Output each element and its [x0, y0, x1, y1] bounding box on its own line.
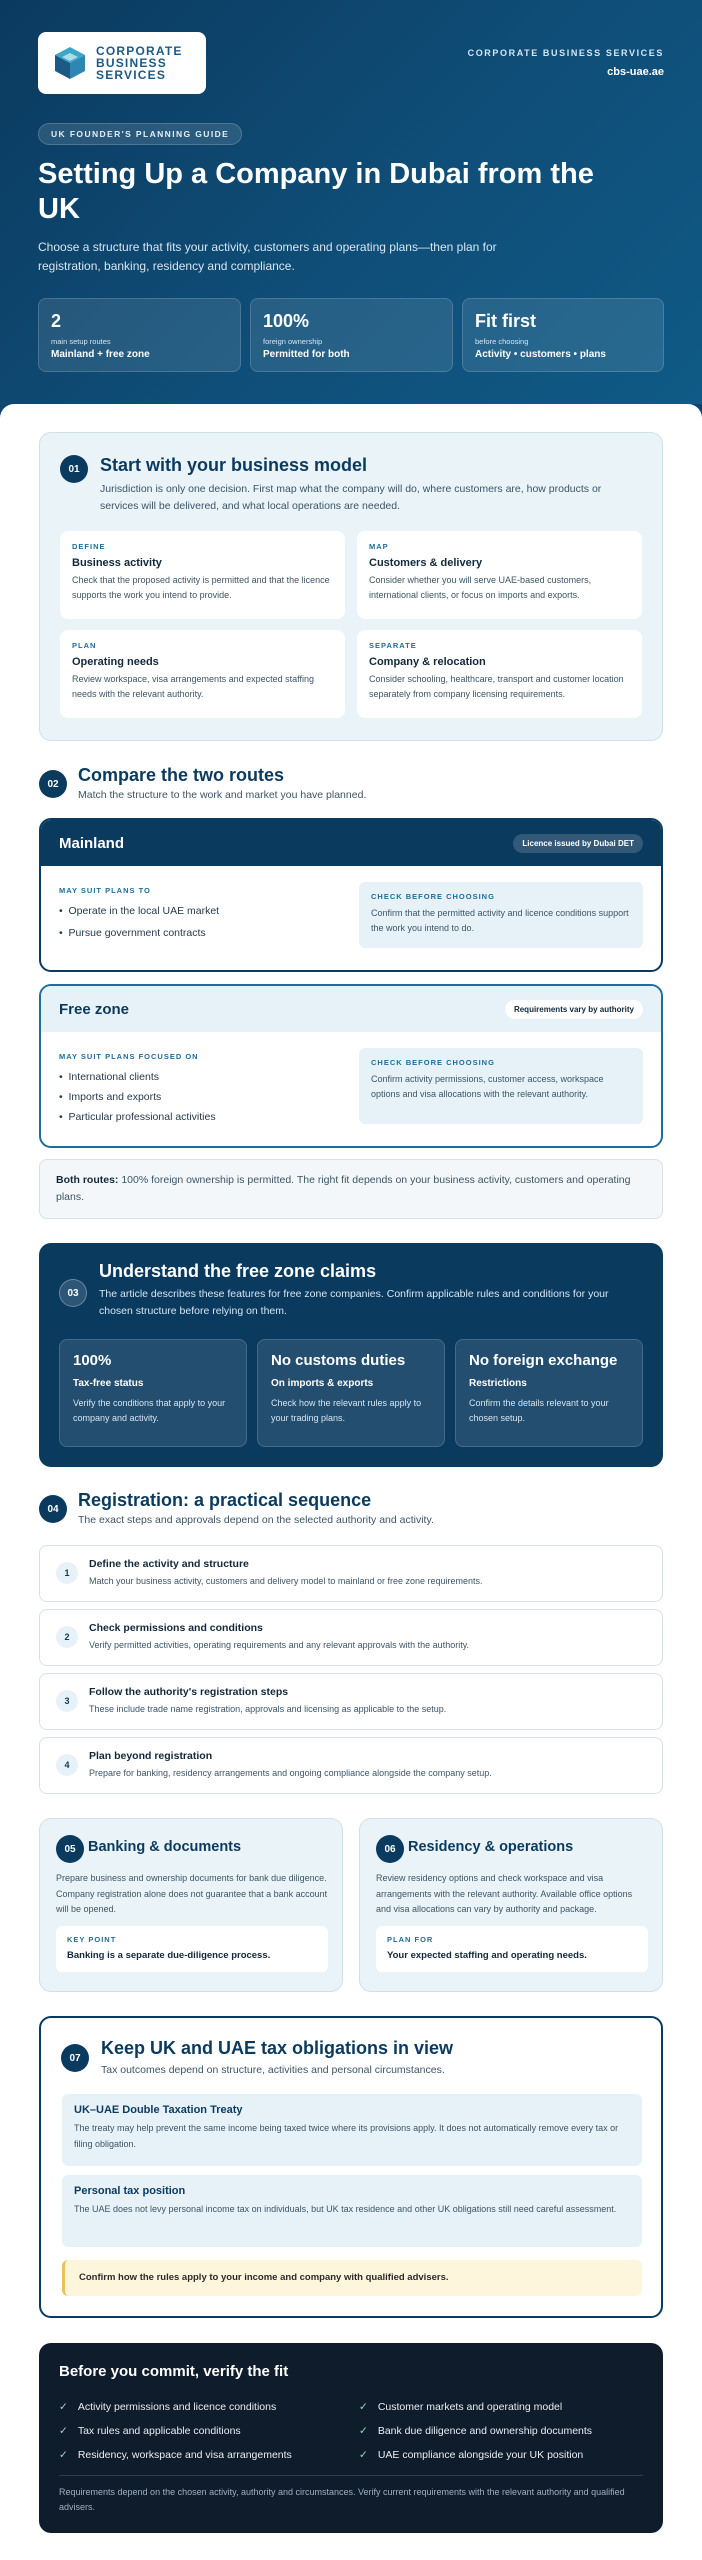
check-icon: ✓: [359, 2425, 368, 2437]
model-card: PLAN Operating needs Review workspace, visa arrangements and expected staffing needs with the relevant authority.: [60, 630, 345, 718]
section-title: Registration: a practical sequence: [78, 1490, 372, 1510]
model-card: SEPARATE Company & relocation Consider schooling, healthcare, transport and customer location separately from company licensing requirements.: [357, 630, 642, 718]
section-number: 02: [39, 770, 67, 798]
route-tag: Requirements vary by authority: [505, 1000, 643, 1019]
site-link[interactable]: cbs-uae.ae: [607, 66, 664, 78]
guide-pill: UK FOUNDER'S PLANNING GUIDE: [38, 123, 242, 145]
step-item: 2 Check permissions and conditions Verify permitted activities, operating requirements and any relevant approvals with the authority.: [39, 1609, 663, 1666]
checklist-item: ✓ Tax rules and applicable conditions: [59, 2425, 241, 2437]
key-point-box: KEY POINT Banking is a separate due-diligence process.: [56, 1926, 328, 1972]
brand-name: CORPORATE BUSINESS SERVICES: [467, 48, 664, 58]
model-card: MAP Customers & delivery Consider whether you will serve UAE-based customers, international clients, or focus on imports and exports.: [357, 531, 642, 619]
section-number: 07: [61, 2044, 89, 2072]
route-freezone: Free zone Requirements vary by authority MAY SUIT PLANS FOCUSED ON • International clients • Imports and exports • Particular professional activities CHECK BEFORE CHOOSING Confirm activity permissions, customer access, workspace options and visa allocations with the relevant authority.: [39, 984, 663, 1148]
section-tax: [39, 2016, 663, 2318]
list-item: • International clients: [59, 1071, 159, 1083]
section-title: Compare the two routes: [78, 765, 285, 785]
stat-card: 100% foreign ownership Permitted for both: [250, 298, 453, 372]
logo-text: CORPORATE BUSINESS SERVICES: [96, 44, 183, 82]
checklist-item: ✓ Bank due diligence and ownership documents: [359, 2425, 593, 2437]
list-item: • Operate in the local UAE market: [59, 905, 220, 917]
plan-for-box: PLAN FOR Your expected staffing and operating needs.: [376, 1926, 648, 1972]
step-item: 3 Follow the authority's registration steps These include trade name registration, approvals and licensing as applicable to the setup.: [39, 1673, 663, 1730]
section-number: 04: [39, 1495, 67, 1523]
divider: [59, 2475, 643, 2476]
step-item: 1 Define the activity and structure Match your business activity, customers and delivery model to mainland or free zone requirements.: [39, 1545, 663, 1602]
section-title: Keep UK and UAE tax obligations in view: [101, 2038, 454, 2058]
page-title: Setting Up a Company in Dubai from the UK: [38, 158, 594, 225]
checklist-item: ✓ UAE compliance alongside your UK position: [359, 2449, 584, 2461]
page-lead: Choose a structure that fits your activity, customers and operating plans—then plan for registration, banking, residency and compliance.: [38, 240, 497, 273]
section-title: Understand the free zone claims: [99, 1261, 377, 1281]
step-item: 4 Plan beyond registration Prepare for banking, residency arrangements and ongoing compliance alongside the company setup.: [39, 1737, 663, 1794]
checklist-title: Before you commit, verify the fit: [59, 2363, 289, 2380]
claim-card: No customs duties On imports & exports Check how the relevant rules apply to your trading plans.: [257, 1339, 445, 1447]
section-number: 03: [59, 1279, 87, 1307]
section-number: 01: [60, 455, 88, 483]
check-box: CHECK BEFORE CHOOSING Confirm that the permitted activity and licence conditions support the work you intend to do.: [359, 882, 643, 948]
check-icon: ✓: [359, 2449, 368, 2461]
check-icon: ✓: [59, 2449, 68, 2461]
checklist-item: ✓ Residency, workspace and visa arrangements: [59, 2449, 292, 2461]
section-residency: 06 Residency & operations Review residency options and check workspace and visa arrangements with the relevant authority. Available office options and visa allocations can vary by authority and package. PLAN FOR Your expected staffing and operating needs.: [359, 1818, 663, 1992]
check-icon: ✓: [59, 2401, 68, 2413]
model-card: DEFINE Business activity Check that the proposed activity is permitted and that the licence supports the work you intend to provide.: [60, 531, 345, 619]
section-title: Residency & operations: [408, 1839, 574, 1855]
route-mainland: Mainland Licence issued by Dubai DET MAY SUIT PLANS TO • Operate in the local UAE market • Pursue government contracts CHECK BEFORE CHOOSING Confirm that the permitted activity and licence conditions support the work you intend to do.: [39, 818, 663, 972]
list-item: • Pursue government contracts: [59, 927, 206, 939]
section-number: 06: [376, 1835, 404, 1863]
list-item: • Imports and exports: [59, 1091, 162, 1103]
personal-tax-box: Personal tax position The UAE does not levy personal income tax on individuals, but UK tax residence and other UK obligations still need careful assessment.: [62, 2175, 642, 2247]
list-item: • Particular professional activities: [59, 1111, 216, 1123]
section-title: Banking & documents: [88, 1839, 242, 1855]
route-header: Mainland Licence issued by Dubai DET: [41, 820, 661, 866]
claim-card: 100% Tax-free status Verify the conditions that apply to your company and activity.: [59, 1339, 247, 1447]
company-logo[interactable]: [38, 32, 206, 94]
checklist-note: Requirements depend on the chosen activity, authority and circumstances. Verify current requirements with the relevant authority and qualified advisers.: [59, 2487, 625, 2512]
both-routes-note: Both routes: 100% foreign ownership is permitted. The right fit depends on your business activity, customers and operating plans.: [39, 1159, 663, 1219]
route-header: Free zone Requirements vary by authority: [41, 986, 661, 1032]
section-banking: 05 Banking & documents Prepare business and ownership documents for bank due diligence. Company registration alone does not guarantee that a bank account will be opened. KEY POINT Banking is a separate due-diligence process.: [39, 1818, 343, 1992]
section-title: Start with your business model: [100, 455, 368, 475]
claim-card: No foreign exchange Restrictions Confirm the details relevant to your chosen setup.: [455, 1339, 643, 1447]
check-icon: ✓: [359, 2401, 368, 2413]
advisers-warning: Confirm how the rules apply to your income and company with qualified advisers.: [62, 2260, 642, 2296]
section-sub: The exact steps and approvals depend on the selected authority and activity.: [78, 1514, 434, 1526]
verify-checklist: [39, 2343, 663, 2533]
checklist-item: ✓ Activity permissions and licence conditions: [59, 2401, 277, 2413]
route-tag: Licence issued by Dubai DET: [513, 834, 643, 853]
section-sub: Jurisdiction is only one decision. First map what the company will do, where customers are, how products or services will be delivered, and what local operations are needed.: [100, 483, 602, 512]
stat-card: Fit first before choosing Activity • customers • plans: [462, 298, 664, 372]
section-sub: Tax outcomes depend on structure, activities and personal circumstances.: [101, 2064, 445, 2076]
logo-cube-icon: [52, 45, 88, 81]
check-icon: ✓: [59, 2425, 68, 2437]
section-business-model: [39, 432, 663, 741]
treaty-box: UK–UAE Double Taxation Treaty The treaty may help prevent the same income being taxed twice where its provisions apply. It does not automatically remove every tax or filing obligation.: [62, 2094, 642, 2166]
checklist-item: ✓ Customer markets and operating model: [359, 2401, 563, 2413]
stat-card: 2 main setup routes Mainland + free zone: [38, 298, 241, 372]
section-sub: Match the structure to the work and market you have planned.: [78, 789, 367, 801]
section-number: 05: [56, 1835, 84, 1863]
check-box: CHECK BEFORE CHOOSING Confirm activity permissions, customer access, workspace options and visa allocations with the relevant authority.: [359, 1048, 643, 1124]
section-sub: The article describes these features for free zone companies. Confirm applicable rules and conditions for your chosen structure before relying on them.: [99, 1288, 609, 1317]
